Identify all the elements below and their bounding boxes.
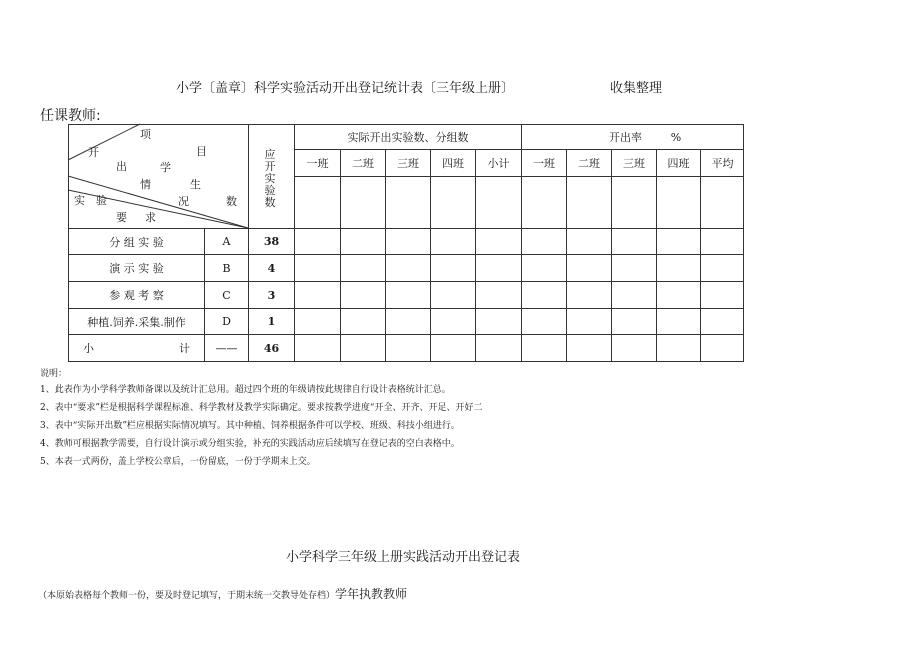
diag-shi: 实 (74, 194, 85, 207)
second-note-small: （本原始表格每个教师一份，要及时登记填写，于期末统一交教导处存档） (38, 591, 336, 601)
rate-unit: % (670, 130, 682, 144)
second-title: 小学科学三年级上册实践活动开出登记表 (286, 550, 521, 565)
diag-chu: 出 (116, 160, 127, 173)
row-count-total: 46 (263, 341, 280, 355)
diag-kuang: 况 (178, 195, 189, 208)
row-count-planting: 1 (267, 315, 276, 328)
should-open-header: 应开实验数 (264, 148, 276, 209)
diag-kai: 开 (88, 146, 99, 159)
note-item: 1、此表作为小学科学教师备课以及统计汇总用。超过四个班的年级请按此规律自行设计表格统计汇总。 (40, 385, 451, 395)
row-count-demo: 4 (267, 261, 276, 275)
second-note-big: 学年执教教师 (335, 587, 408, 601)
sub-header-actual-5: 小计 (487, 157, 510, 170)
actual-group-header: 实际开出实验数、分组数 (347, 131, 469, 144)
sub-header-rate-2: 二班 (578, 157, 600, 170)
sub-header-rate-1: 一班 (533, 157, 555, 170)
row-name-total-right: 计 (179, 342, 190, 355)
second-note (38, 583, 407, 602)
diag-xiang: 项 (140, 128, 151, 141)
diag-qiu: 求 (145, 211, 156, 224)
row-code-group: A (222, 235, 231, 248)
diag-sheng: 生 (190, 178, 201, 191)
notes (40, 367, 483, 471)
row-count-group: 38 (263, 235, 280, 248)
sub-header-actual-2: 二班 (352, 157, 374, 170)
sub-header-rate-3: 三班 (623, 157, 645, 170)
diag-xue: 学 (160, 161, 171, 174)
diag-yao: 要 (116, 211, 127, 224)
sub-header-actual-1: 一班 (306, 157, 329, 170)
row-code-planting: D (222, 315, 231, 328)
rate-group-header: 开出率 (609, 131, 642, 144)
note-item: 3、表中“实际开出数”栏应根据实际情况填写。其中种植、饲养根据条件可以学校、班级、科技小组进行。 (40, 421, 460, 431)
row-code-visit: C (222, 288, 231, 302)
row-count-visit: 3 (267, 288, 276, 302)
row-code-total: —— (215, 341, 238, 355)
note-item: 5、本表一式两份，盖上学校公章后，一份留底，一份于学期末上交。 (40, 457, 316, 467)
note-item: 2、表中“要求”栏是根据科学课程标准、科学教材及教学实际确定。要求按教学进度“开全、开齐、开足、开好二 (40, 403, 483, 413)
note-item: 4、教师可根据教学需要，自行设计演示或分组实验，补充的实践活动应后续填写在登记表的空白表格中。 (40, 439, 460, 449)
row-name-demo: 演 示 实 验 (109, 262, 164, 275)
row-name-total-left: 小 (83, 342, 94, 355)
row-name-group: 分 组 实 验 (109, 235, 164, 249)
diag-shu: 数 (226, 195, 237, 208)
diag-yan: 验 (96, 194, 107, 207)
sub-header-rate-4: 四班 (667, 157, 690, 170)
sub-header-rate-5: 平均 (711, 157, 734, 170)
row-name-visit: 参 观 考 察 (109, 289, 164, 302)
notes-heading: 说明： (40, 369, 68, 379)
sub-header-actual-3: 三班 (397, 157, 419, 170)
table-title: 小学〔盖章〕科学实验活动开出登记统计表〔三年级上册〕 (176, 81, 515, 96)
row-name-total (69, 335, 204, 361)
teacher-label: 任课教师: (40, 108, 101, 124)
collect-label: 收集整理 (610, 81, 663, 96)
row-code-demo: B (222, 261, 231, 275)
sub-header-actual-4: 四班 (442, 157, 464, 170)
diag-mu: 目 (196, 145, 207, 158)
diag-qing: 情 (140, 178, 151, 191)
row-name-planting: 种植.饲养.采集.制作 (87, 315, 186, 329)
